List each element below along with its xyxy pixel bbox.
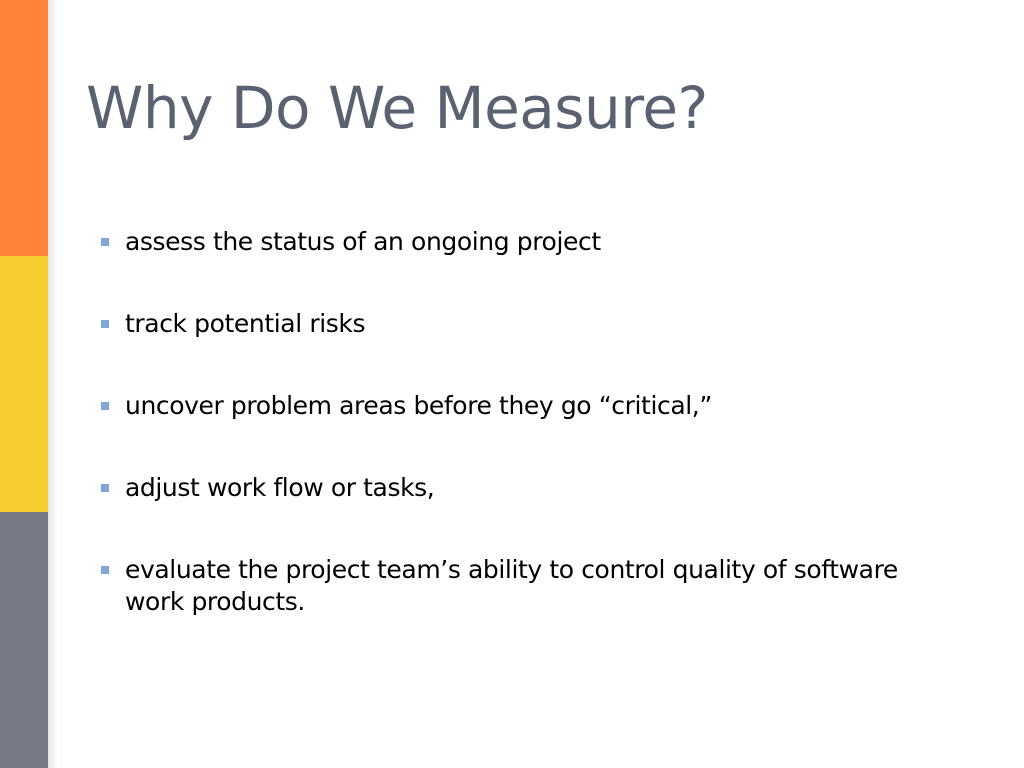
square-bullet-icon [101,402,109,410]
bullet-item [100,390,900,422]
bullet-text: adjust work flow or tasks, [125,473,435,502]
yellow-band [0,256,48,512]
bullet-item [100,554,900,618]
bullet-text: uncover problem areas before they go “critical,” [125,391,712,420]
sidebar-shadow [48,0,58,768]
gray-band [0,512,48,768]
bullet-list [100,226,900,668]
square-bullet-icon [101,566,109,574]
square-bullet-icon [101,484,109,492]
slide-title: Why Do We Measure? [86,74,708,142]
sidebar-color-bands [0,0,48,768]
orange-band [0,0,48,256]
square-bullet-icon [101,320,109,328]
bullet-text: evaluate the project team’s ability to control quality of software work products. [125,555,898,616]
square-bullet-icon [101,238,109,246]
bullet-text: track potential risks [125,309,366,338]
bullet-item [100,472,900,504]
bullet-text: assess the status of an ongoing project [125,227,601,256]
bullet-item [100,308,900,340]
bullet-item [100,226,900,258]
